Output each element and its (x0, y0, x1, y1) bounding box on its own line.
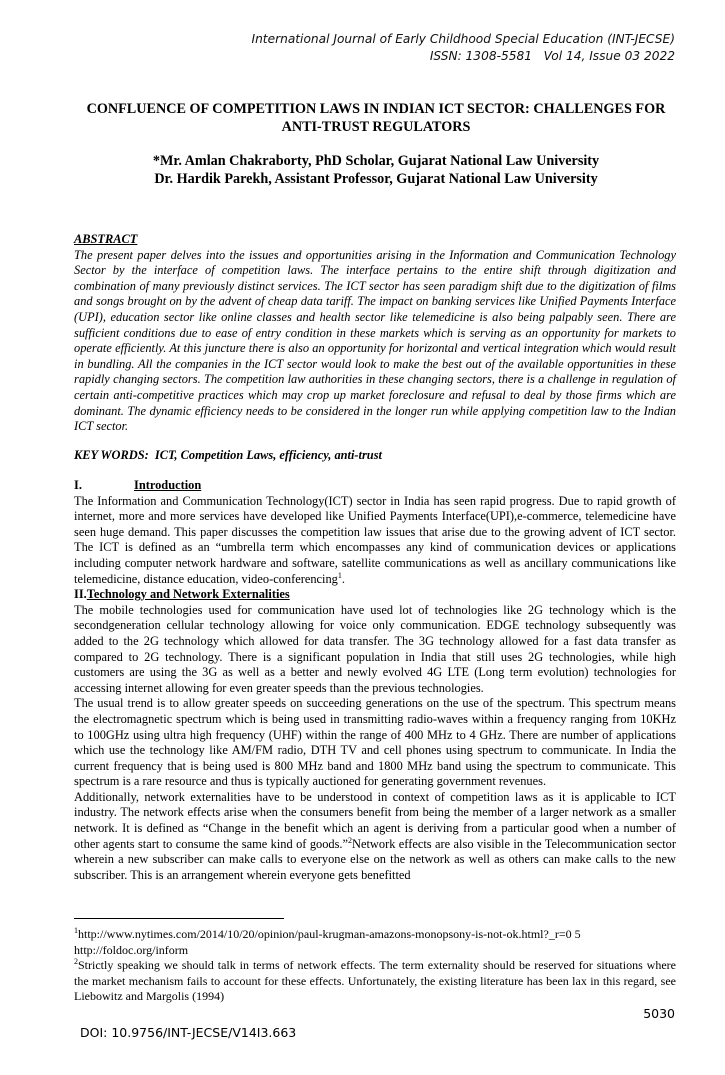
running-header (251, 31, 675, 65)
footnote-number: 2 (74, 957, 78, 966)
section-number: II. (74, 587, 87, 602)
paragraph: The mobile technologies used for communication have used lot of technologies like 2G technology which is the secondgeneration cellular technology allowing for voice only communication. EDGE technology subsequently was added to the 2G technology which allowed for data transfer. The 3G technology allowed for a fast data transfer as compared to 2G technology. There is a significant population in India that still uses 2G technologies, while high customers are using the 3G as well as a better and newly evolved 4G LTE (Long term evolution) technologies for accessing internet allowing for even greater speeds than the previous technologies. (74, 602, 676, 695)
section-heading (74, 478, 676, 494)
paragraph (74, 494, 676, 588)
keywords: KEY WORDS: ICT, Competition Laws, efficiency, anti-trust (74, 448, 382, 462)
title-line-1: CONFLUENCE OF COMPETITION LAWS IN INDIAN ICT SECTOR: CHALLENGES FOR (86, 101, 666, 117)
abstract (74, 232, 676, 435)
paragraph: The usual trend is to allow greater speeds on succeeding generations on the use of the spectrum. This spectrum means the electromagnetic spectrum which is being used in transmitting radio-waves within a frequency ranging from 10KHz to 100GHz using ultra high frequency (UHF) within the range of 400 MHz to 4 GHz. There are number of applications which use the technology like AM/FM radio, DTH TV and cell phones using spectrum to communicate. In India the current frequency that is being used is 800 MHz band and 1800 MHz band using the spectrum to communicate. This spectrum is a rare resource and thus is typically auctioned for generating government revenues. (74, 696, 676, 789)
paper-title (62, 101, 690, 136)
footnote-text: Strictly speaking we should talk in terms of network effects. The term externality should be reserved for situations where the market mechanism fails to account for these effects. Unfortunately, the existing literature has been lax in this regard, see Liebowitz and Margolis (1994) (74, 958, 676, 1003)
footnote-number: 1 (74, 926, 78, 935)
paragraph-text: Network effects are also visible in the Telecommunication sector wherein a new subscriber can make calls to everyone else on the network as well as others can make calls to the new subscriber. This is an arrangement wherein everyone gets benefitted (74, 836, 676, 882)
author-1: *Mr. Amlan Chakraborty, PhD Scholar, Gujarat National Law University (152, 153, 600, 169)
footnote-link[interactable]: http://www.nytimes.com/2014/10/20/opinion/paul-krugman-amazons-monopsony-is-not-ok.html?_r=0 5 (78, 927, 581, 941)
journal-name: International Journal of Early Childhood Special Education (INT-JECSE) (251, 32, 675, 46)
paragraph-text: Additionally, network externalities have to be understood in context of competition laws as it is applicable to ICT industry. The network effects arise when the consumers benefit from being the member of a larger network as a smaller network. It is defined as “Change in the benefit which an agent is deriving from a particular good when a number of other agents start to consume the same kind of goods.” (74, 789, 676, 851)
author-2: Dr. Hardik Parekh, Assistant Professor, Gujarat National Law University (154, 170, 598, 187)
issn-volume: ISSN: 1308-5581 Vol 14, Issue 03 2022 (429, 49, 675, 63)
section-title: Introduction (134, 478, 202, 492)
footnote-ref[interactable]: 2 (348, 835, 353, 845)
doi: DOI: 10.9756/INT-JECSE/V14I3.663 (80, 1025, 297, 1040)
section-heading (74, 587, 676, 603)
author-list (62, 153, 690, 188)
paragraph (74, 790, 676, 884)
footnote-divider (74, 918, 284, 919)
footnote-1 (74, 927, 676, 958)
abstract-heading: ABSTRACT (74, 232, 138, 246)
page-number: 5030 (643, 1006, 675, 1021)
footnotes (74, 927, 676, 1005)
footnote-link[interactable]: http://foldoc.org/inform (74, 942, 189, 957)
footnote-ref[interactable]: 1 (337, 570, 342, 580)
title-line-2: ANTI-TRUST REGULATORS (281, 118, 471, 135)
paragraph-text: The Information and Communication Technology(ICT) sector in India has seen rapid progress. Due to rapid growth of internet, more and more services have developed like Unified Payments Interface(UPI),e-commerce, telemedicine have seen huge demand. This paper discusses the competition law issues that arise due to the growing advent of ICT sector. The ICT is defined as an “umbrella term which encompasses any kind of communication devices or applications including computer network hardware and software, satellite communications as well as ancillary communications like telemedicine, distance education, video-conferencing (74, 493, 676, 586)
section-introduction (74, 478, 676, 883)
paragraph-end: . (341, 571, 345, 586)
section-title: Technology and Network Externalities (86, 587, 290, 602)
section-number: I. (74, 478, 82, 492)
footnote-2 (74, 958, 676, 1005)
abstract-text: The present paper delves into the issues and opportunities arising in the Information and Communication Technology Sector by the interface of competition laws. The interface pertains to the entire shift through digitization and combination of many previously distinct services. The ICT sector has seen paradigm shift due to the digitization of films and songs brought on by the advent of cheap data tariff. The impact on banking services like Unified Payments Interface (UPI), education sector like online classes and health sector like telemedicine is also being palpably seen. There are sufficient conditions due to ease of entry condition in these markets which is serving as an opportunity for markets to operate efficiently. At this juncture there is also an opportunity for horizontal and vertical integration which would result in bundling. All the companies in the ICT sector would look to make the best out of the available opportunities in these rapidly changing sectors. The competition law authorities in these changing sectors, there is a challenge in regulation of certain anti-competitive practices which may crop up market foreclosure and refusal to deal by those firms which are dominant. The dynamic efficiency needs to be considered in the longer run while applying competition law to the Indian ICT sector. (74, 247, 676, 434)
